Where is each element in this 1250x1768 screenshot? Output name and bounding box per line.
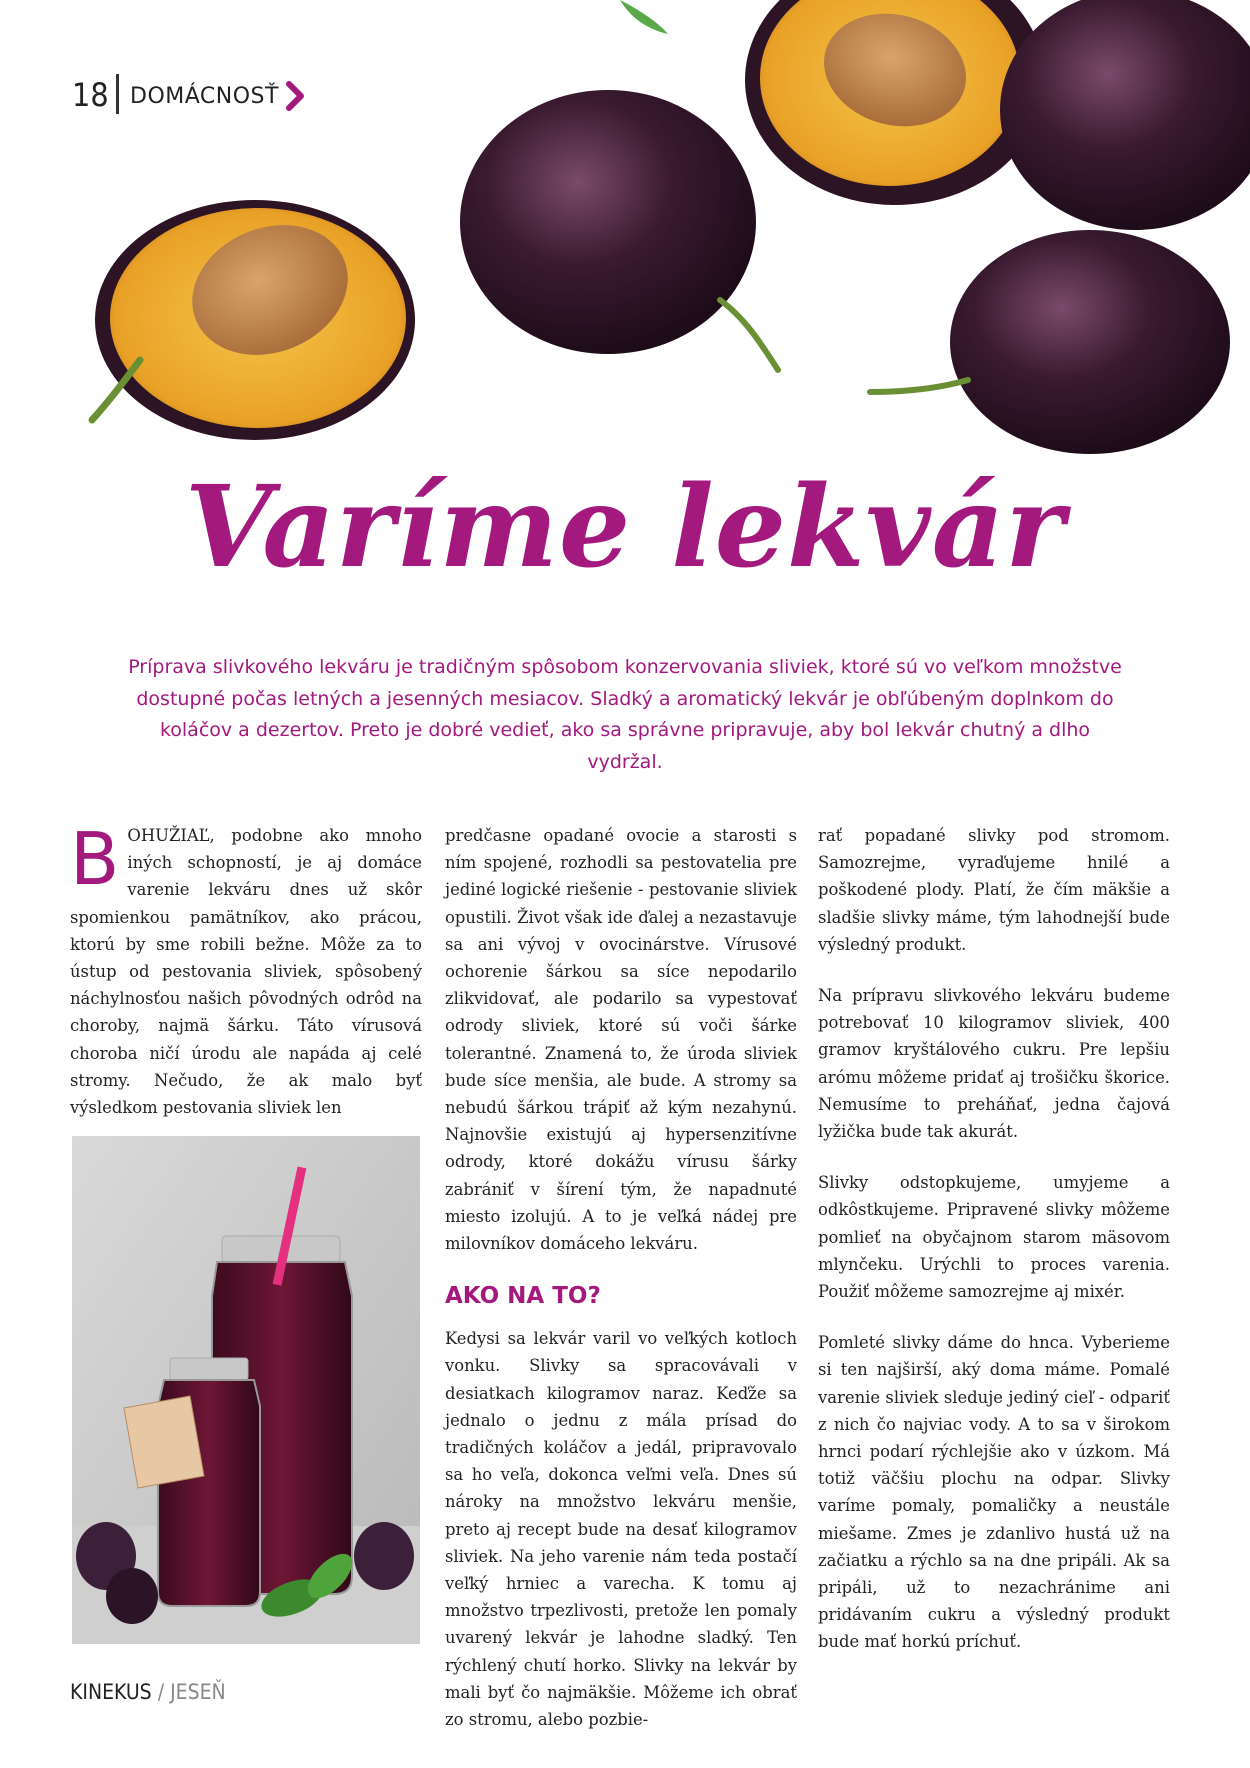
magazine-brand: KINEKUS <box>70 1680 152 1704</box>
plum-juice-photo <box>72 1136 420 1644</box>
paragraph: predčasne opadané ovocie a starosti s ním spojené, rozhodli sa pestovatelia pre jediné logické riešenie - pestovanie sliviek opustili. Život však ide ďalej a nezastavuje sa ani vývoj v ovocinárstve. Vírusové ochorenie šárkou sa síce nepodarilo zlikvidovať, ale podarilo sa vypestovať odrody sliviek, ktoré sú voči šárke tolerantné. Znamená to, že úroda sliviek bude síce menšia, ale bude. A stromy sa nebudú šárkou trápiť až kým nezahynú. Najnovšie existujú aj hypersenzitívne odrody, ktoré dokážu vírusu šárky zabrániť v šírení tým, že napadnuté miesto izolujú. A to je veľká nádej pre milovníkov domáceho lekváru. <box>445 826 797 1254</box>
paragraph: rať popadané slivky pod stromom. Samozrejme, vyraďujeme hnilé a poškodené plody. Platí, že čím mäkšie a sladšie slivky máme, tým lahodnejší bude výsledný produkt. <box>818 826 1170 954</box>
whole-plum-right-top <box>1000 0 1250 230</box>
drop-cap: B <box>70 817 120 901</box>
plums-photo <box>0 0 1250 460</box>
page-number: 18 <box>72 76 109 114</box>
subheading: AKO NA TO? <box>445 1283 601 1310</box>
footer-separator: / <box>157 1680 165 1704</box>
paragraph: Kedysi sa lekvár varil vo veľkých kotloch vonku. Slivky sa spracovávali v desiatkach kilogramov naraz. Keďže sa jednalo o jednu z mála prísad do tradičných koláčov a jedál, pripravovalo sa ho veľa, dokonca veľmi veľa. Dnes sú nároky na množstvo lekváru menšie, preto aj recept bude na desať kilogramov sliviek. Na jeho varenie nám teda postačí veľký hrniec a varecha. K tomu aj množstvo trpezlivosti, pretože len pomaly uvarený lekvár je lahodne sladký. Ten rýchlený chutí horko. Slivky na lekvár by mali byť čo najmäkšie. Môžeme ich obrať zo stromu, alebo pozbie- <box>445 1329 797 1730</box>
half-plum-top <box>745 0 1045 205</box>
half-plum-left <box>92 200 415 440</box>
whole-plum-center <box>460 90 778 370</box>
text-column-1 <box>70 817 422 1145</box>
whole-plum-right-bottom <box>870 230 1230 454</box>
article-headline: Varíme lekvár <box>184 462 1066 593</box>
text-column-3 <box>818 822 1170 1680</box>
lead-word: OHUŽIAĽ, <box>127 826 215 845</box>
article-intro: Príprava slivkového lekváru je tradičným spôsobom konzervovania sliviek, ktoré sú vo veľkom množstve dostupné počas letných a jesenných mesiacov. Sladký a aromatický lekvár je obľúbeným doplnkom do koláčov a dezertov. Preto je dobré vedieť, ako sa správne pripravuje, aby bol lekvár chutný a dlho vydržal. <box>128 656 1122 773</box>
paragraph: Na prípravu slivkového lekváru budeme potrebovať 10 kilogramov sliviek, 400 gramov kryštálového cukru. Pre lepšiu arómu môžeme pridať aj trošičku škorice. Nemusíme to preháňať, jedna čajová lyžička bude tak akurát. <box>818 986 1170 1142</box>
issue-season: JESEŇ <box>170 1680 226 1704</box>
text-column-2 <box>445 822 797 1757</box>
footer <box>70 1677 226 1707</box>
paragraph: Pomleté slivky dáme do hnca. Vyberieme si ten najširší, aký doma máme. Pomalé varenie sliviek sleduje jediný cieľ - odpariť z nich čo najviac vody. A to sa v širokom hrnci podarí rýchlejšie ako v úzkom. Má totiž väčšiu plochu na odpar. Slivky varíme pomaly, pomaličky a neustále miešame. Zmes je zdanlivo hustá už na začiatku a rýchlo sa na dne pripáli. Ak sa pripáli, už to nezachránime ani pridávaním cukru a výsledný produkt bude mať horkú príchuť. <box>818 1333 1170 1652</box>
paragraph-text: podobne ako mnoho iných schopností, je aj domáce varenie lekváru dnes už skôr spomienkou pamätníkov, ako prácou, ktorú by sme robili bežne. Môže za to ústup od pestovania sliviek, spôsobený náchylnosťou našich pôvodných odrôd na choroby, najmä šárku. Táto vírusová choroba ničí úrodu ale napáda aj celé stromy. Nečudo, že ak malo byť výsledkom pestovania sliviek len <box>70 826 422 1118</box>
section-label: DOMÁCNOSŤ <box>130 84 279 109</box>
paragraph <box>70 817 422 1121</box>
paragraph: Slivky odstopkujeme, umyjeme a odkôstkujeme. Pripravené slivky môžeme pomlieť na obyčajnom starom mäsovom mlynčeku. Urýchli to proces varenia. Použiť môžeme samozrejme aj mixér. <box>818 1173 1170 1302</box>
